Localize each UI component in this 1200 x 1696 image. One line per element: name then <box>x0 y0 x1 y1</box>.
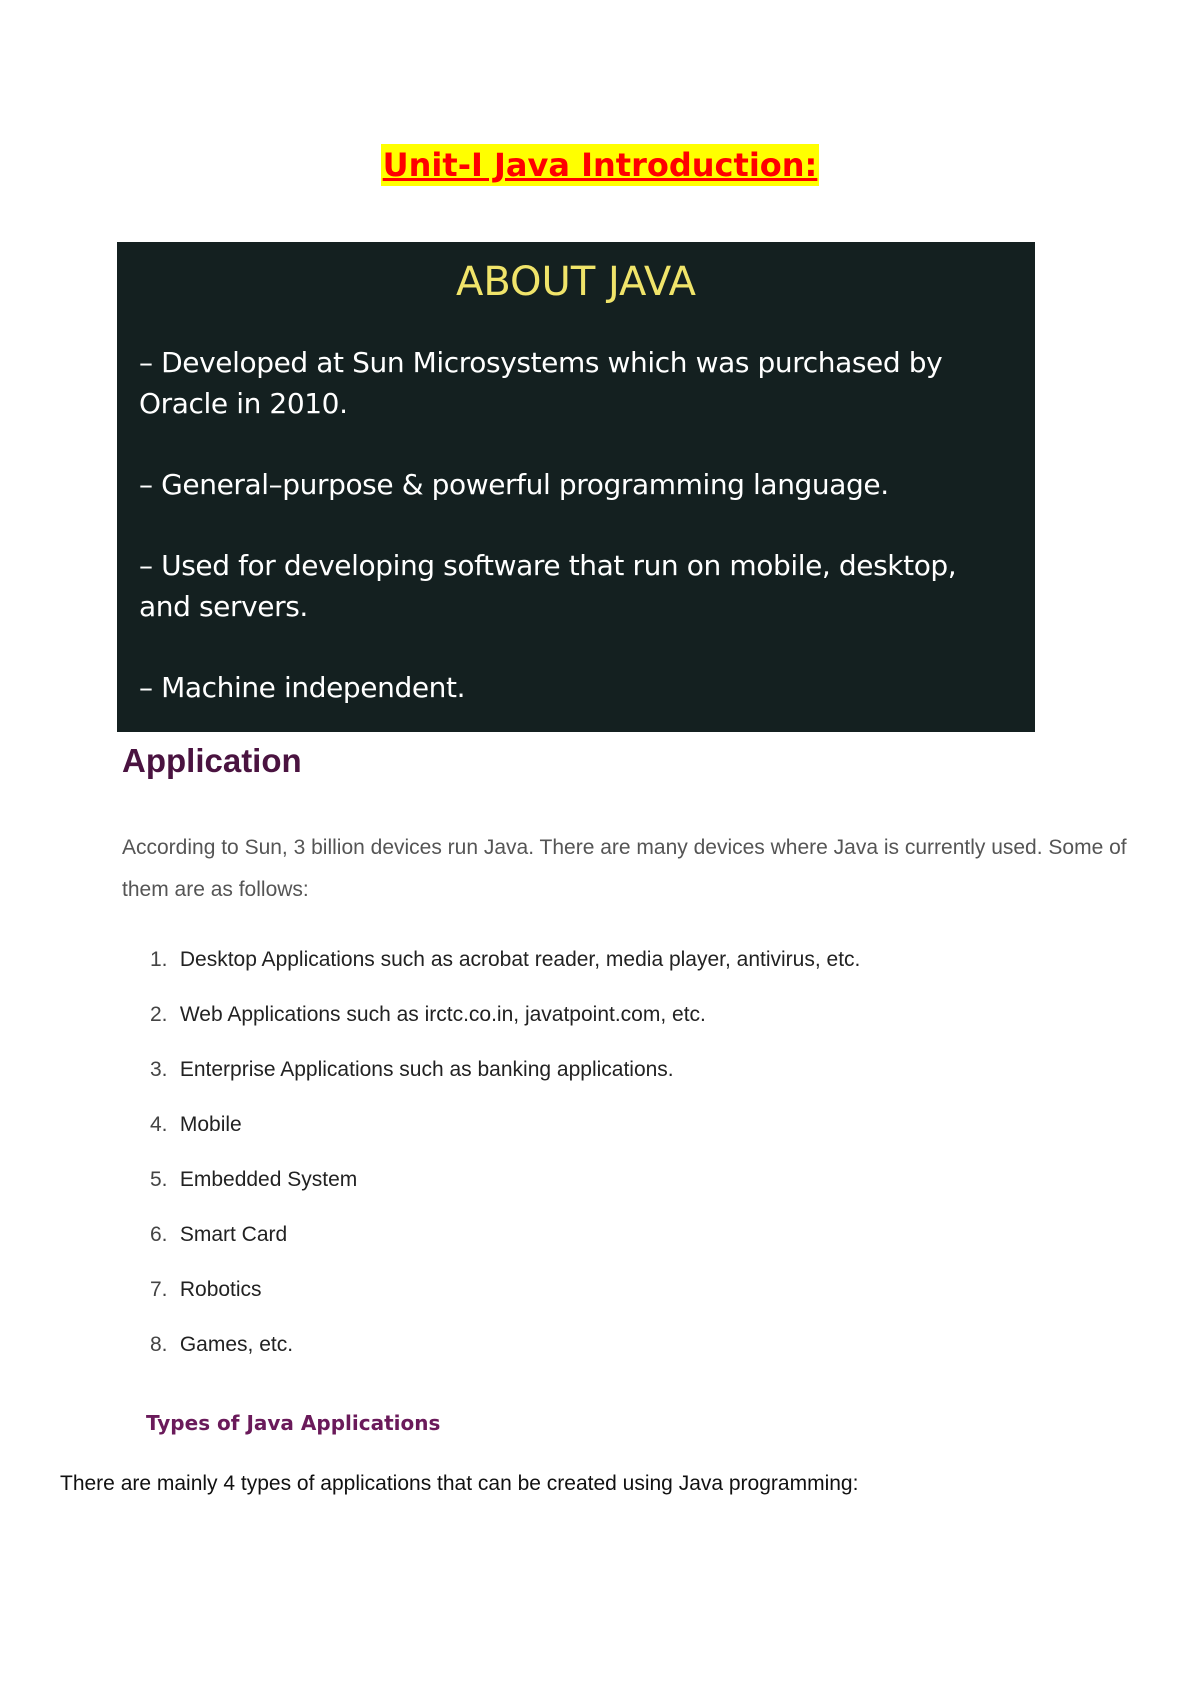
page-title <box>0 146 1200 184</box>
list-item-number: 3. <box>150 1058 168 1081</box>
list-item-text: Embedded System <box>179 1168 358 1191</box>
list-item-text: Desktop Applications such as acrobat reader, media player, antivirus, etc. <box>179 948 861 971</box>
application-heading: Application <box>122 742 302 779</box>
about-item: – Machine independent. <box>139 671 466 704</box>
types-intro: There are mainly 4 types of applications that can be created using Java programming: <box>60 1472 859 1495</box>
list-item <box>150 1217 860 1272</box>
list-item-text: Smart Card <box>179 1223 288 1246</box>
list-item-number: 8. <box>150 1333 168 1356</box>
about-java-heading: ABOUT JAVA <box>455 259 697 305</box>
list-item-number: 7. <box>150 1278 168 1301</box>
application-intro: According to Sun, 3 billion devices run Java. There are many devices where Java is currently used. Some of them are as follows: <box>122 836 1127 901</box>
about-item: – General–purpose & powerful programming language. <box>139 468 889 501</box>
list-item-number: 1. <box>150 948 168 971</box>
list-item-text: Robotics <box>179 1278 262 1301</box>
list-item <box>150 1272 860 1327</box>
list-item-number: 4. <box>150 1113 168 1136</box>
about-item: – Used for developing software that run on mobile, desktop, and servers. <box>139 549 957 623</box>
list-item-text: Mobile <box>179 1113 242 1136</box>
types-heading: Types of Java Applications <box>146 1411 441 1435</box>
list-item <box>150 1107 860 1162</box>
list-item <box>150 997 860 1052</box>
about-java-panel <box>117 242 1035 732</box>
list-item <box>150 1052 860 1107</box>
list-item-text: Enterprise Applications such as banking applications. <box>179 1058 674 1081</box>
page-title-text: Unit-I Java Introduction: <box>382 146 818 184</box>
list-item <box>150 942 860 997</box>
about-item: – Developed at Sun Microsystems which was purchased by Oracle in 2010. <box>139 346 943 420</box>
list-item <box>150 1162 860 1217</box>
list-item-text: Web Applications such as irctc.co.in, javatpoint.com, etc. <box>179 1003 706 1026</box>
list-item-text: Games, etc. <box>179 1333 294 1356</box>
list-item-number: 6. <box>150 1223 168 1246</box>
application-list <box>150 942 860 1382</box>
list-item <box>150 1327 860 1382</box>
list-item-number: 2. <box>150 1003 168 1026</box>
list-item-number: 5. <box>150 1168 168 1191</box>
